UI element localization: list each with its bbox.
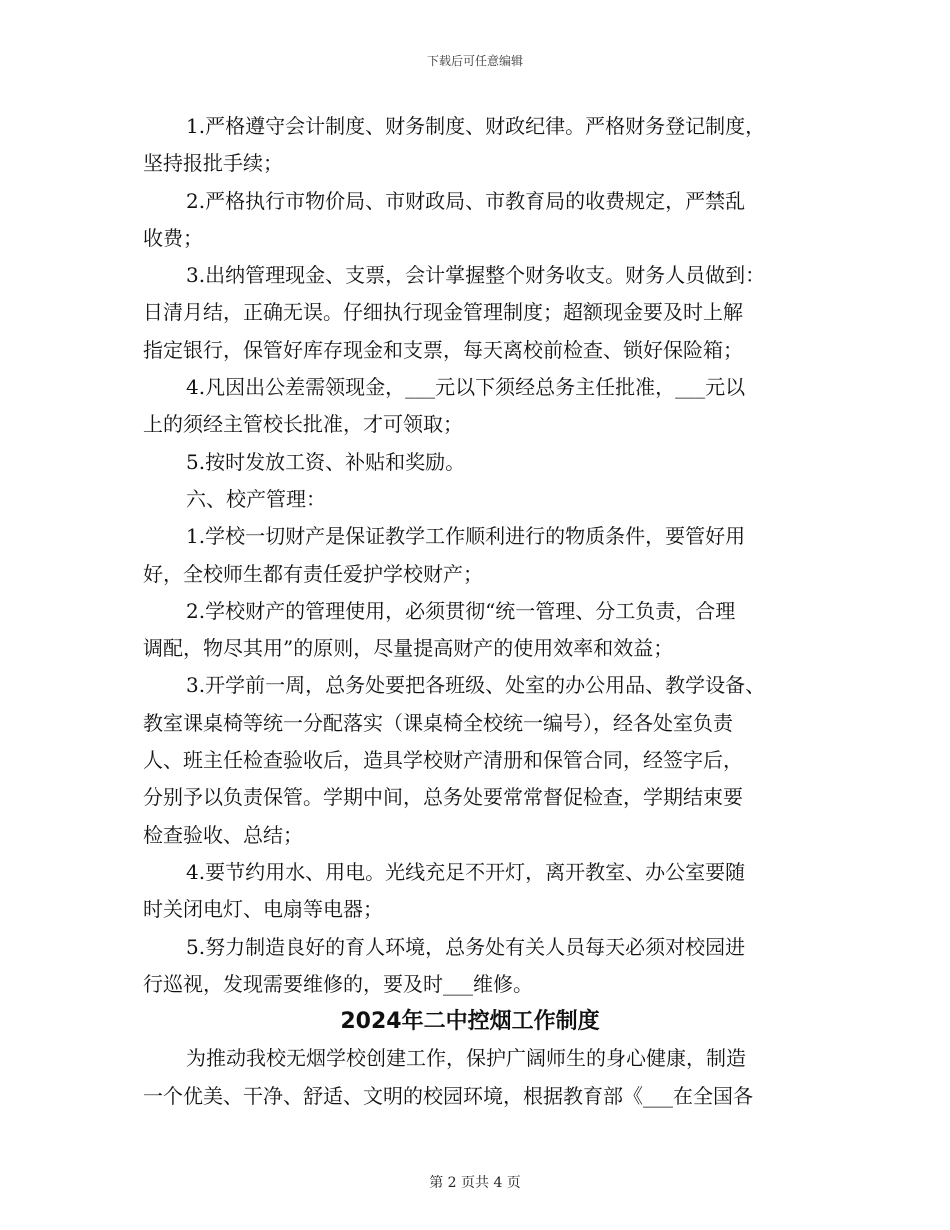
paragraph-line: 一个优美、干净、舒适、文明的校园环境，根据教育部《___在全国各 — [143, 1083, 753, 1108]
paragraph-line: 3.出纳管理现金、支票，会计掌握整个财务收支。财务人员做到： — [186, 263, 766, 288]
document-title: 2024年二中控烟工作制度 — [340, 1009, 600, 1035]
paragraph-line: 1.学校一切财产是保证教学工作顺利进行的物质条件，要管好用 — [186, 524, 746, 549]
paragraph-line: 坚持报批手续； — [143, 151, 283, 176]
paragraph-line: 好，全校师生都有责任爱护学校财产； — [143, 561, 483, 586]
paragraph-line: 调配，物尽其用”的原则，尽量提高财产的使用效率和效益； — [143, 636, 674, 661]
paragraph-line: 为推动我校无烟学校创建工作，保护广阔师生的身心健康，制造 — [186, 1046, 746, 1071]
paragraph-line: 时关闭电灯、电扇等电器； — [143, 897, 383, 922]
page-footer: 第 2 页共 4 页 — [429, 1175, 521, 1191]
paragraph-line: 人、班主任检查验收后，造具学校财产清册和保管合同，经签字后， — [143, 748, 743, 773]
paragraph-line: 4.要节约用水、用电。光线充足不开灯，离开教室、办公室要随 — [186, 859, 746, 884]
paragraph-line: 指定银行，保管好库存现金和支票，每天离校前检查、锁好保险箱； — [143, 337, 743, 362]
paragraph-line: 2.学校财产的管理使用，必须贯彻“统一管理、分工负责，合理 — [186, 598, 736, 623]
paragraph-line: 上的须经主管校长批准，才可领取； — [143, 412, 463, 437]
document-body — [143, 108, 807, 1115]
paragraph-line: 2.严格执行市物价局、市财政局、市教育局的收费规定，严禁乱 — [186, 188, 746, 213]
paragraph-line: 1.严格遵守会计制度、财务制度、财政纪律。严格财务登记制度， — [186, 114, 766, 138]
paragraph-line: 收费； — [143, 225, 203, 250]
paragraph-line: 3.开学前一周，总务处要把各班级、处室的办公用品、教学设备、 — [186, 673, 766, 698]
paragraph-line: 行巡视，发现需要维修的，要及时___维修。 — [143, 971, 533, 996]
paragraph-line: 4.凡因出公差需领现金，___元以下须经总务主任批准，___元以 — [186, 375, 746, 400]
paragraph-line: 教室课桌椅等统一分配落实（课桌椅全校统一编号），经各处室负责 — [143, 710, 733, 735]
paragraph-line: 分别予以负责保管。学期中间，总务处要常常督促检查，学期结束要 — [143, 785, 743, 810]
paragraph-line: 5.努力制造良好的育人环境，总务处有关人员每天必须对校园进 — [186, 934, 746, 959]
paragraph-line: 5.按时发放工资、补贴和奖励。 — [186, 449, 466, 474]
paragraph-line: 日清月结，正确无误。仔细执行现金管理制度；超额现金要及时上解 — [143, 300, 743, 325]
paragraph-line: 检查验收、总结； — [143, 822, 303, 847]
page-header: 下载后可任意编辑 — [426, 54, 523, 68]
section-heading: 六、校产管理： — [186, 486, 326, 511]
